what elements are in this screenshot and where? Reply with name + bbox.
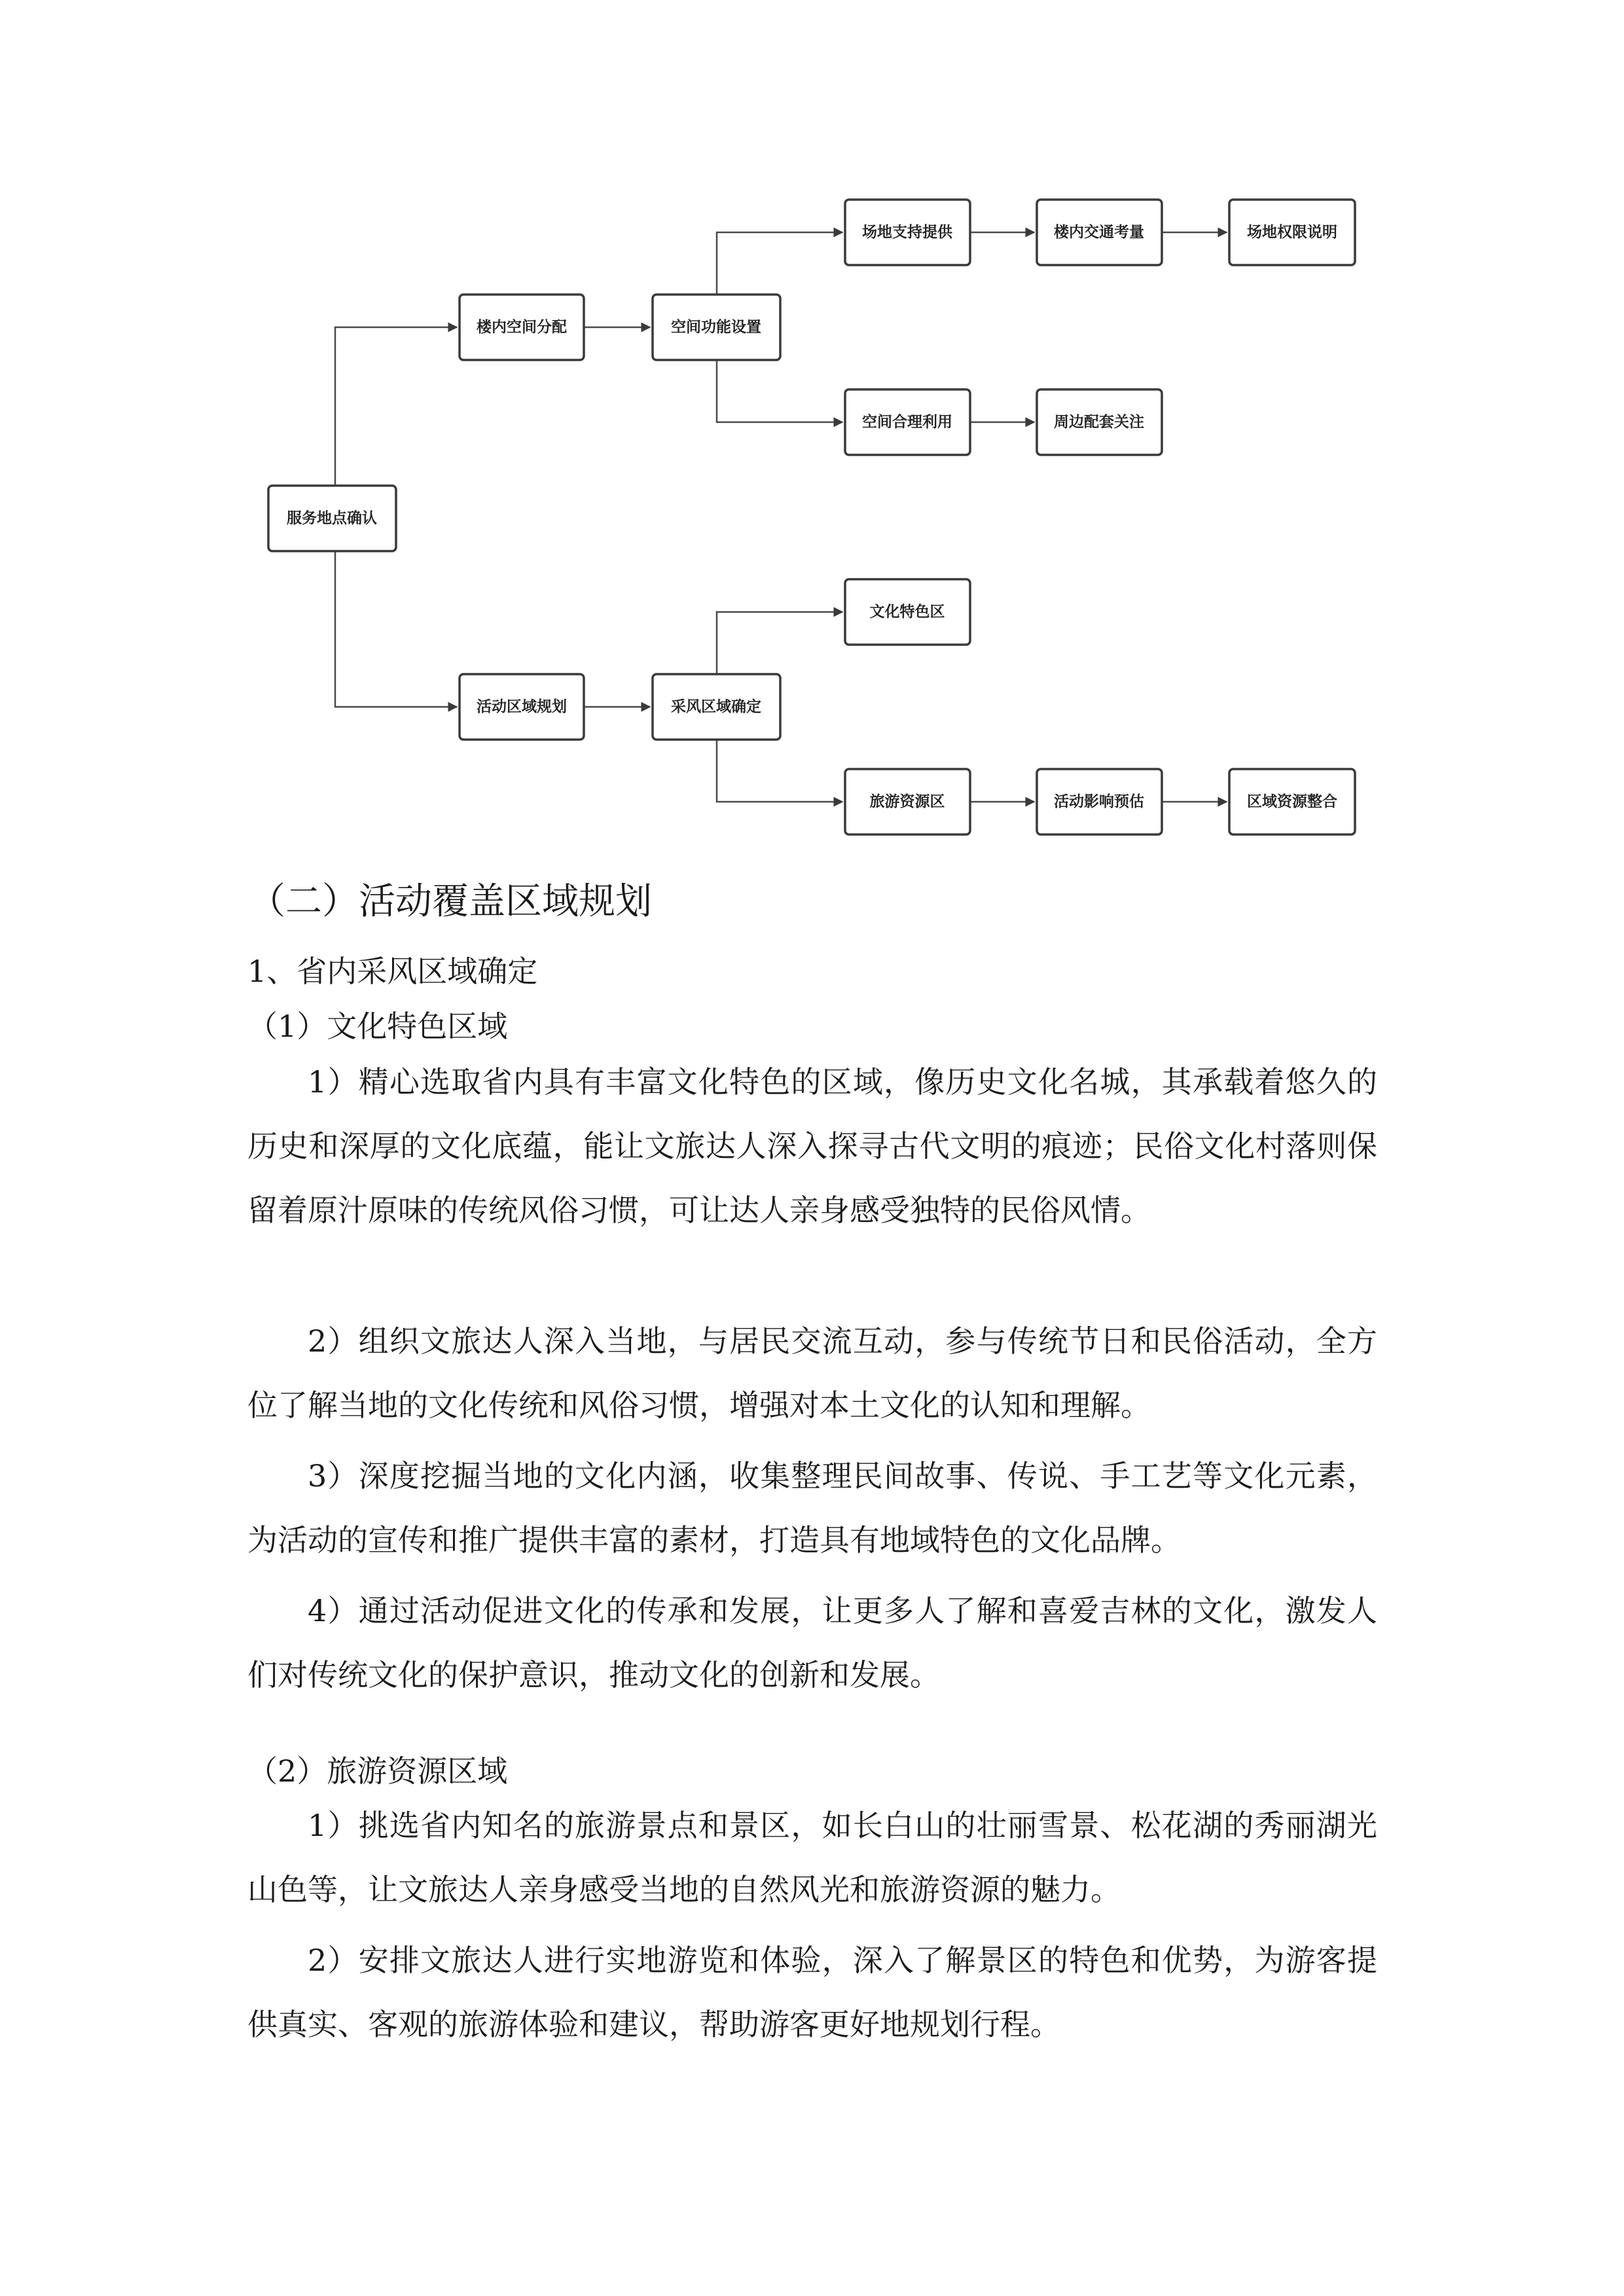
node-label-space-func: 空间功能设置 xyxy=(671,319,761,336)
node-label-tourism-zone: 旅游资源区 xyxy=(869,793,945,810)
node-label-integration: 区域资源整合 xyxy=(1247,793,1337,810)
connector-root-to-space-alloc xyxy=(335,327,457,486)
node-label-impact: 活动影响预估 xyxy=(1054,793,1144,810)
node-label-traffic: 楼内交通考量 xyxy=(1054,224,1144,241)
flowchart-node-space-use xyxy=(845,389,970,455)
flowchart-node-space-func xyxy=(653,295,780,360)
culture-region-title: （1）文化特色区域 xyxy=(247,1009,508,1044)
service-location-flowchart xyxy=(0,0,1624,864)
node-label-surroundings: 周边配套关注 xyxy=(1054,414,1144,431)
flowchart-node-space-alloc xyxy=(460,295,584,360)
flowchart-node-activity-area xyxy=(460,674,584,740)
section-title: （二）活动覆盖区域规划 xyxy=(249,880,652,923)
connector-root-to-activity-area xyxy=(335,551,457,707)
node-label-collect-area: 采风区域确定 xyxy=(671,698,761,715)
flowchart-node-venue-support xyxy=(845,200,970,265)
tourism-paragraph-1: 1）挑选省内知名的旅游景点和景区，如长白山的壮丽雪景、松花湖的秀丽湖光山色等，让文旅达人亲身感受当地的自然风光和旅游资源的魅力。 xyxy=(247,1808,1377,1907)
culture-paragraph-4: 4）通过活动促进文化的传承和发展，让更多人了解和喜爱吉林的文化，激发人们对传统文化的保护意识，推动文化的创新和发展。 xyxy=(247,1593,1377,1693)
connector-space-func-to-venue-support xyxy=(717,232,842,295)
subsection-title: 1、省内采风区域确定 xyxy=(247,954,538,989)
node-label-venue-support: 场地支持提供 xyxy=(862,224,952,241)
culture-paragraph-2: 2）组织文旅达人深入当地，与居民交流互动，参与传统节日和民俗活动，全方位了解当地的文化传统和风俗习惯，增强对本土文化的认知和理解。 xyxy=(247,1323,1377,1423)
node-label-culture-zone: 文化特色区 xyxy=(869,603,945,620)
flowchart-node-root xyxy=(268,486,396,551)
flowchart-node-collect-area xyxy=(653,674,780,740)
node-label-venue-rights: 场地权限说明 xyxy=(1247,224,1337,241)
connector-space-func-to-space-use xyxy=(717,360,842,422)
flowchart-node-culture-zone xyxy=(845,579,970,645)
flowchart-node-impact xyxy=(1037,769,1162,834)
connector-collect-area-to-culture-zone xyxy=(717,612,842,674)
culture-paragraph-1: 1）精心选取省内具有丰富文化特色的区域，像历史文化名城，其承载着悠久的历史和深厚的文化底蕴，能让文旅达人深入探寻古代文明的痕迹；民俗文化村落则保留着原汁原味的传统风俗习惯，可让达人亲身感受独特的民俗风情。 xyxy=(247,1064,1377,1228)
culture-paragraph-3: 3）深度挖掘当地的文化内涵，收集整理民间故事、传说、手工艺等文化元素，为活动的宣传和推广提供丰富的素材，打造具有地域特色的文化品牌。 xyxy=(247,1458,1377,1558)
node-label-root: 服务地点确认 xyxy=(287,510,377,527)
flowchart-node-traffic xyxy=(1037,200,1162,265)
tourism-region-title: （2）旅游资源区域 xyxy=(247,1753,508,1789)
node-label-space-use: 空间合理利用 xyxy=(862,414,952,431)
flowchart-node-venue-rights xyxy=(1229,200,1355,265)
node-label-space-alloc: 楼内空间分配 xyxy=(477,319,567,336)
flowchart-node-surroundings xyxy=(1037,389,1162,455)
flowchart-node-integration xyxy=(1229,769,1355,834)
connector-collect-area-to-tourism-zone xyxy=(717,740,842,802)
tourism-paragraph-2: 2）安排文旅达人进行实地游览和体验，深入了解景区的特色和优势，为游客提供真实、客观的旅游体验和建议，帮助游客更好地规划行程。 xyxy=(247,1943,1377,2042)
flowchart-node-tourism-zone xyxy=(845,769,970,834)
node-label-activity-area: 活动区域规划 xyxy=(477,698,567,715)
